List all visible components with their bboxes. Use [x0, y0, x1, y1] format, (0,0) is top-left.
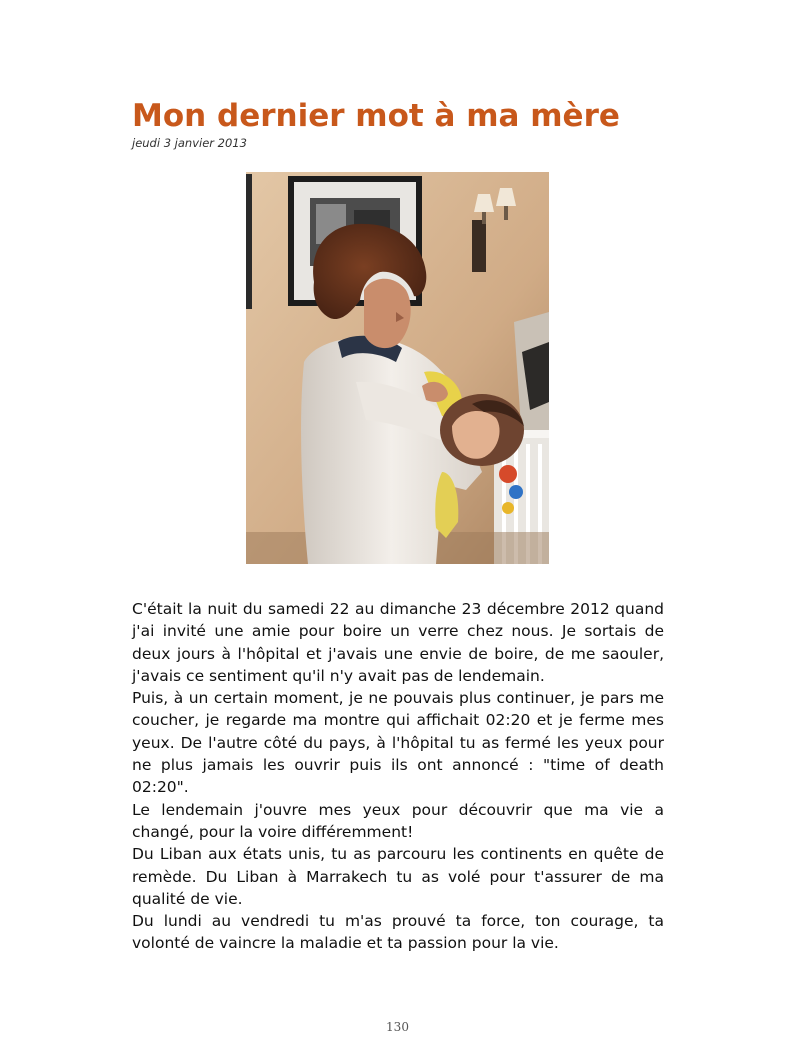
body-paragraph: C'était la nuit du samedi 22 au dimanche 23 décembre 2012 quand j'ai invité une amie pour boire un verre chez nous. Je sortais de deux jours à l'hôpital et j'avais une envie de boire, de me saouler, j'avais ce sentiment qu'il n'y avait pas de lendemain.	[132, 600, 664, 685]
page-number: 130	[386, 1020, 409, 1034]
article-photo	[246, 172, 549, 564]
article-date: jeudi 3 janvier 2013	[132, 136, 247, 150]
body-paragraph: Le lendemain j'ouvre mes yeux pour découvrir que ma vie a changé, pour la voire différemment!	[132, 800, 664, 841]
body-paragraph: Du lundi au vendredi tu m'as prouvé ta force, ton courage, ta volonté de vaincre la maladie et ta passion pour la vie.	[132, 912, 664, 953]
body-paragraph: Puis, à un certain moment, je ne pouvais plus continuer, je pars me coucher, je regarde ma montre qui affichait 02:20 et je ferme mes yeux. De l'autre côté du pays, à l'hôpital tu as fermé les yeux pour ne plus jamais les ouvrir puis ils ont annoncé : "time of death 02:20".	[132, 689, 664, 797]
photo-elderly-woman-holding-child-icon	[246, 172, 549, 564]
article-body	[132, 598, 664, 955]
article-title: Mon dernier mot à ma mère	[132, 98, 620, 134]
body-paragraph: Du Liban aux états unis, tu as parcouru les continents en quête de remède. Du Liban à Marrakech tu as volé pour t'assurer de ma qualité de vie.	[132, 845, 664, 908]
